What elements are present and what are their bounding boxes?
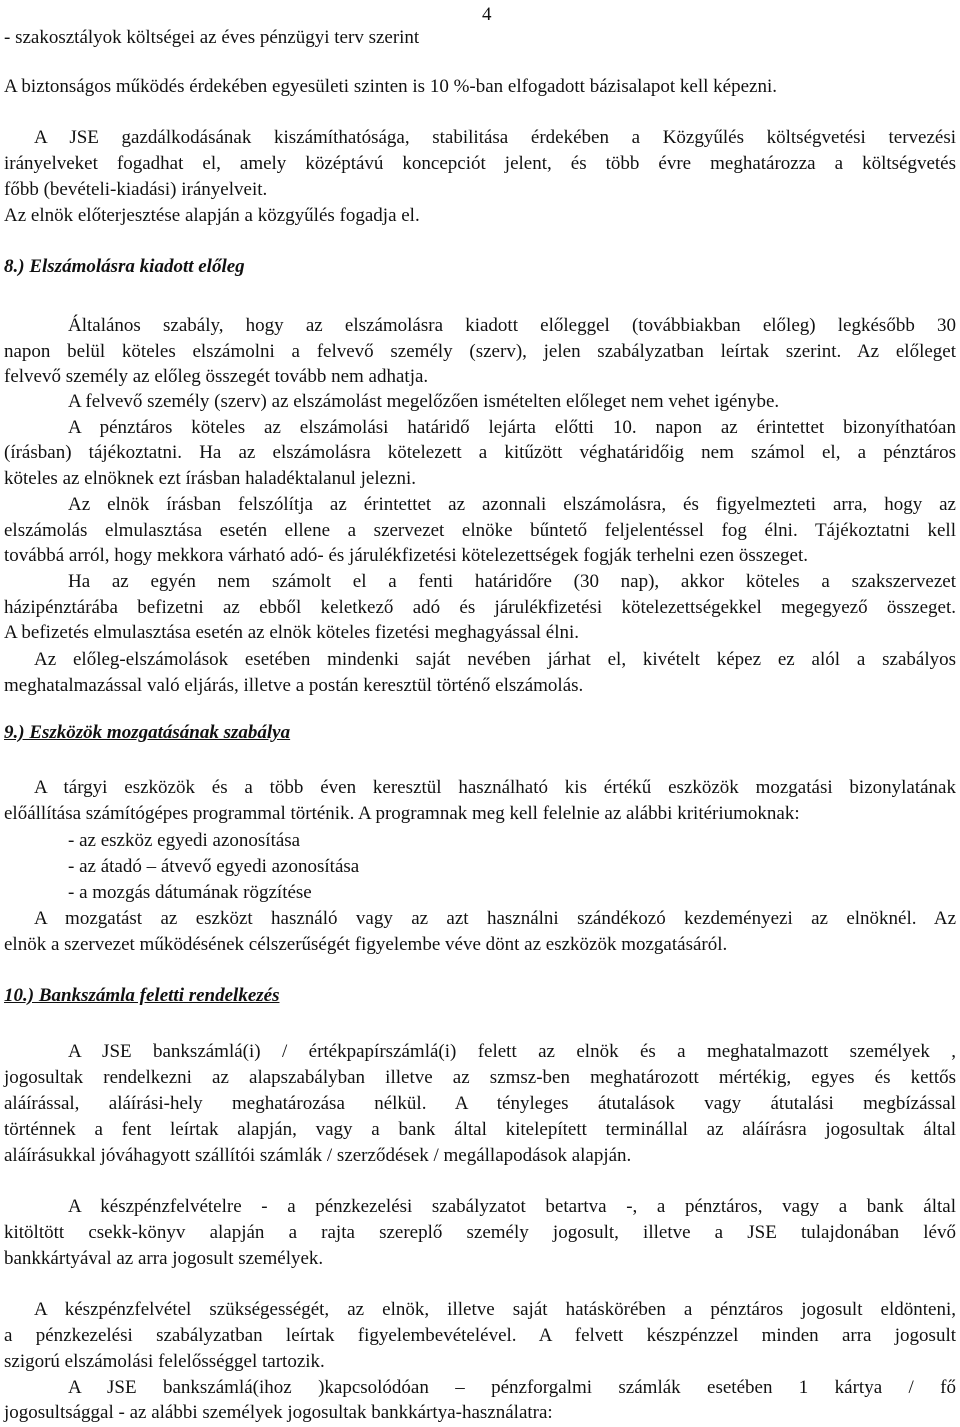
text-line: A felvevő személy (szerv) az elszámolást megelőzően ismételten előleget nem vehet igénybe. (68, 391, 780, 412)
text-line: A JSE bankszámlá(ihoz )kapcsolódóan – pénzforgalmi számlák esetében 1 kártya / fő (68, 1377, 956, 1398)
text-line: A pénztáros köteles az elszámolási határidő lejárta előtti 10. napon az érintettet bizonyíthatóan (68, 417, 956, 438)
text-line: (írásban) tájékoztatni. Ha az elszámolásra kötelezett a kitűzött véghatáridőig nem számol el, a pénztáros (4, 442, 956, 463)
section-heading: 9.) Eszközök mozgatásának szabálya (4, 722, 291, 743)
text-line: köteles az elnöknek ezt írásban haladéktalanul jelezni. (4, 468, 417, 489)
text-line: előállítása számítógépes programmal történik. A programnak meg kell felelnie az alábbi kritériumoknak: (4, 803, 800, 824)
text-line: A biztonságos működés érdekében egyesületi szinten is 10 %-ban elfogadott bázisalapot kell képezni. (4, 76, 777, 97)
text-line: kitöltött csekk-könyv alapján a rajta szereplő személy jogosult, illetve a JSE tulajdonában lévő (4, 1222, 956, 1243)
text-line: Az elnök előterjesztése alapján a közgyűlés fogadja el. (4, 205, 420, 226)
list-item: - az eszköz egyedi azonosítása (68, 830, 301, 851)
text-line: Az előleg-elszámolások esetében mindenki saját nevében járhat el, kivételt képez ez alól a szabályos (34, 649, 956, 670)
text-line: A készpénzfelvételre - a pénzkezelési szabályzatot betartva -, a pénztáros, vagy a bank által (68, 1196, 956, 1217)
text-line: felvevő személy az előleg összegét tovább nem adhatja. (4, 366, 429, 387)
text-line: jogosultsággal - az alábbi személyek jogosultak bankkártya-használatra: (4, 1402, 553, 1423)
text-line: elszámolás elmulasztása esetén ellene a szervezet elnöke bűntető feljelentéssel fog élni. Tájékoztatni kell (4, 520, 956, 541)
text-line: meghatalmazással való eljárás, illetve a postán keresztül történő elszámolás. (4, 675, 584, 696)
text-line: aláírásukkal jóváhagyott szállítói számlák / szerződések / megállapodások alapján. (4, 1145, 632, 1166)
text-line: A JSE bankszámlá(i) / értékpapírszámlá(i) felett az elnök és a meghatalmazott személyek , (68, 1041, 956, 1062)
text-line: házipénztárába befizetni az ebből keletkező adó és járulékfizetési kötelezettségekkel megegyező összeget. (4, 597, 956, 618)
page-number: 4 (482, 4, 492, 25)
list-item: - az átadó – átvevő egyedi azonosítása (68, 856, 360, 877)
text-line: A befizetés elmulasztása esetén az elnök köteles fizetési meghagyással élni. (4, 622, 580, 643)
text-line: elnök a szervezet működésének célszerűségét figyelembe véve dönt az eszközök mozgatásáról. (4, 934, 728, 955)
text-line: Ha az egyén nem számolt el a fenti határidőre (30 nap), akkor köteles a szakszervezet (68, 571, 956, 592)
section-heading: 10.) Bankszámla feletti rendelkezés (4, 985, 280, 1006)
text-line: napon belül köteles elszámolni a felvevő személy (szerv), jelen szabályzatban leírtak szerint. Az előleget (4, 341, 956, 362)
text-line: bankkártyával az arra jogosult személyek. (4, 1248, 324, 1269)
text-line: A mozgatást az eszközt használó vagy az azt használni szándékozó kezdeményezi az elnöknél. Az (34, 908, 956, 929)
text-line: aláírással, aláírási-hely meghatározása nélkül. A tényleges átutalások vagy átutalási megbízással (4, 1093, 956, 1114)
text-line: jogosultak rendelkezni az alapszabályban illetve az szmsz-ben meghatározott mértékig, egyes és kettős (4, 1067, 956, 1088)
text-line: főbb (bevételi-kiadási) irányelveit. (4, 179, 268, 200)
text-line: továbbá arról, hogy mekkora várható adó- és járulékfizetési kötelezettségek fogják terhelni ezen összeget. (4, 545, 808, 566)
text-line: A készpénzfelvétel szükségességét, az elnök, illetve saját hatáskörében a pénztáros jogosult eldönteni, (34, 1299, 956, 1320)
section-heading: 8.) Elszámolásra kiadott előleg (4, 256, 245, 277)
text-line: - szakosztályok költségei az éves pénzügyi terv szerint (4, 27, 420, 48)
text-line: A JSE gazdálkodásának kiszámíthatósága, stabilitása érdekében a Közgyűlés költségvetési tervezési (34, 127, 956, 148)
text-line: történnek a fent leírtak alapján, vagy a bank által kitelepített terminállal az aláírásra jogosultak által (4, 1119, 956, 1140)
list-item: - a mozgás dátumának rögzítése (68, 882, 312, 903)
text-line: Az elnök írásban felszólítja az érintettet az azonnali elszámolásra, és figyelmezteti arra, hogy az (68, 494, 956, 515)
text-line: a pénzkezelési szabályzatban leírtak figyelembevételével. A felvett készpénzzel minden arra jogosult (4, 1325, 956, 1346)
text-line: irányelveket fogadhat el, amely középtávú koncepciót jelent, és több évre meghatározza a költségvetés (4, 153, 956, 174)
text-line: A tárgyi eszközök és a több éven keresztül használható kis értékű eszközök mozgatási bizonylatának (34, 777, 956, 798)
text-line: szigorú elszámolási felelősséggel tartozik. (4, 1351, 325, 1372)
text-line: Általános szabály, hogy az elszámolásra kiadott előleggel (továbbiakban előleg) legkésőbb 30 (68, 315, 956, 336)
